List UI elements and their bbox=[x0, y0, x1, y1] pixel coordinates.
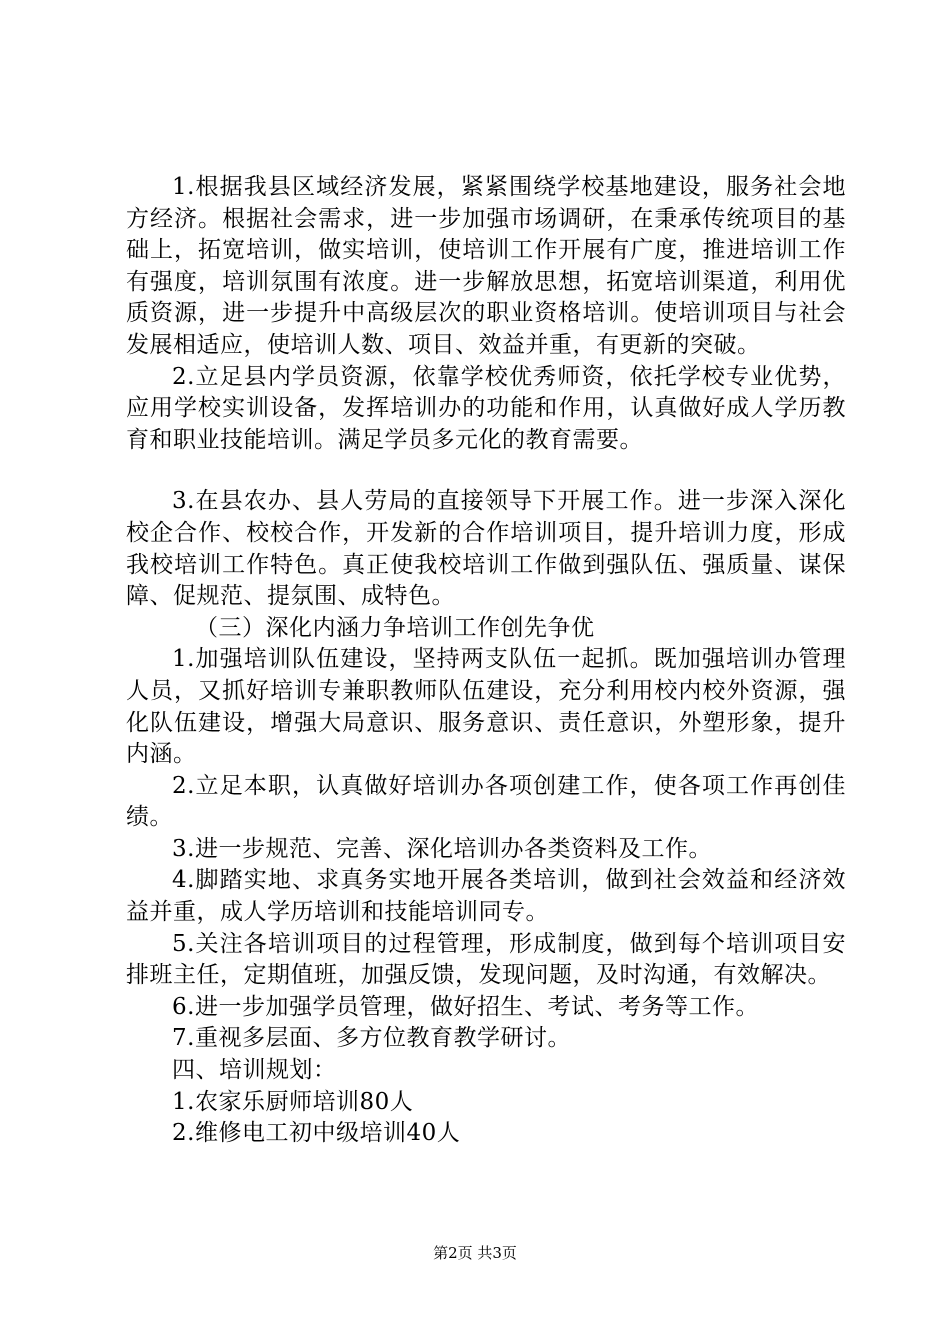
paragraph-5: 2.立足本职，认真做好培训办各项创建工作，使各项工作再创佳绩。 bbox=[126, 772, 846, 831]
section-heading-4: 四、培训规划： bbox=[172, 1057, 337, 1084]
section-heading-3: （三）深化内涵力争培训工作创先争优 bbox=[195, 614, 595, 641]
paragraph-6: 3.进一步规范、完善、深化培训办各类资料及工作。 bbox=[172, 835, 712, 862]
plan-item-1: 1.农家乐厨师培训80人 bbox=[172, 1088, 414, 1115]
plan-item-2: 2.维修电工初中级培训40人 bbox=[172, 1120, 461, 1147]
paragraph-2: 2.立足县内学员资源，依靠学校优秀师资，依托学校专业优势，应用学校实训设备，发挥培训办的功能和作用，认真做好成人学历教育和职业技能培训。满足学员多元化的教育需要。 bbox=[126, 363, 846, 453]
paragraph-7: 4.脚踏实地、求真务实地开展各类培训，做到社会效益和经济效益并重，成人学历培训和技能培训同专。 bbox=[126, 867, 846, 926]
paragraph-8: 5.关注各培训项目的过程管理，形成制度，做到每个培训项目安排班主任，定期值班，加强反馈，发现问题，及时沟通，有效解决。 bbox=[126, 930, 846, 989]
paragraph-9: 6.进一步加强学员管理，做好招生、考试、考务等工作。 bbox=[172, 993, 759, 1020]
document-body bbox=[126, 172, 846, 1150]
paragraph-10: 7.重视多层面、多方位教育教学研讨。 bbox=[172, 1025, 571, 1052]
page-footer: 第2页 共3页 bbox=[433, 1244, 517, 1262]
paragraph-4: 1.加强培训队伍建设，坚持两支队伍一起抓。既加强培训办管理人员，又抓好培训专兼职教师队伍建设，充分利用校内校外资源，强化队伍建设，增强大局意识、服务意识、责任意识，外塑形象，提升内涵。 bbox=[126, 646, 846, 768]
paragraph-3: 3.在县农办、县人劳局的直接领导下开展工作。进一步深入深化校企合作、校校合作，开发新的合作培训项目，提升培训力度，形成我校培训工作特色。真正使我校培训工作做到强队伍、强质量、谋保障、促规范、提氛围、成特色。 bbox=[126, 488, 846, 610]
paragraph-1: 1.根据我县区域经济发展，紧紧围绕学校基地建设，服务社会地方经济。根据社会需求，进一步加强市场调研，在秉承传统项目的基础上，拓宽培训，做实培训，使培训工作开展有广度，推进培训工作有强度，培训氛围有浓度。进一步解放思想，拓宽培训渠道，利用优质资源，进一步提升中高级层次的职业资格培训。使培训项目与社会发展相适应，使培训人数、项目、效益并重，有更新的突破。 bbox=[126, 174, 846, 358]
